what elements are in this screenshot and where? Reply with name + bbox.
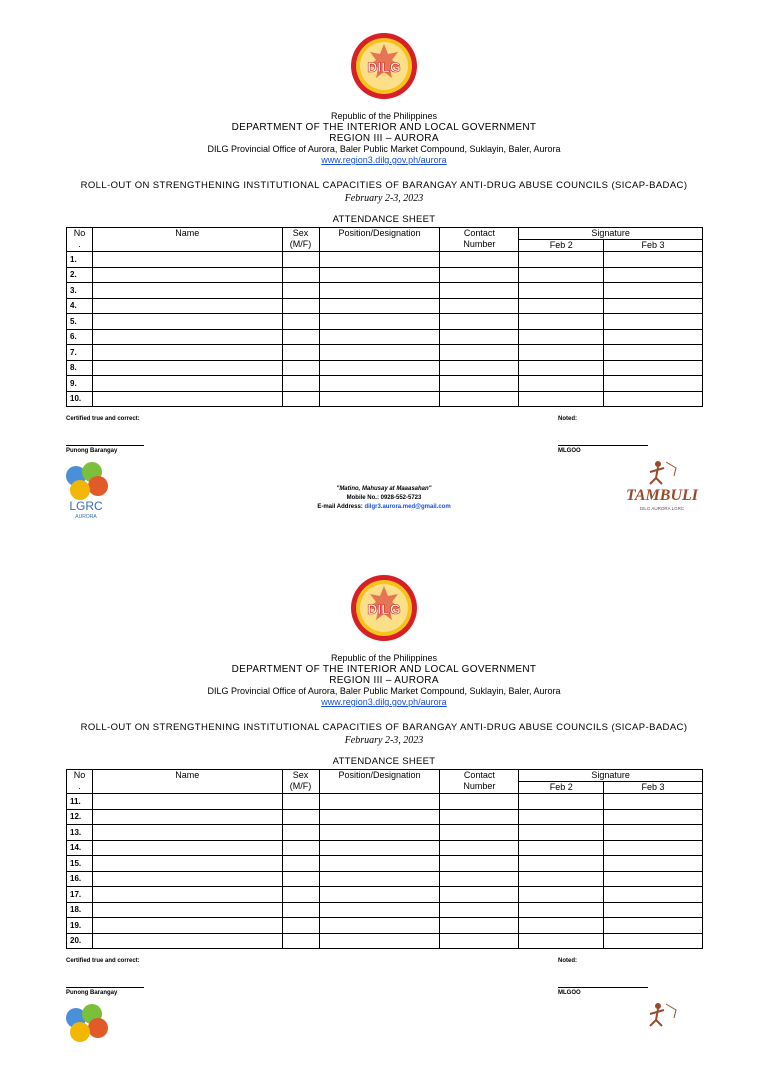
contact-cell[interactable] — [440, 902, 519, 918]
contact-cell[interactable] — [440, 283, 519, 299]
row-number: 11. — [67, 794, 93, 810]
sex-cell[interactable] — [282, 933, 319, 949]
signature-feb2-cell[interactable] — [519, 918, 604, 934]
footer-email-link[interactable]: dilgr3.aurora.med@gmail.com — [364, 504, 451, 510]
signature-feb2-cell[interactable] — [519, 376, 604, 392]
sex-cell[interactable] — [282, 252, 319, 268]
contact-cell[interactable] — [440, 329, 519, 345]
attendance-table — [66, 227, 703, 407]
footer-email-label: E-mail Address: — [317, 504, 365, 510]
table-row — [67, 809, 703, 825]
tambuli-logo-icon — [622, 456, 700, 518]
punong-signature-line — [66, 987, 144, 988]
position-cell[interactable] — [319, 329, 440, 345]
sex-cell[interactable] — [282, 267, 319, 283]
position-cell[interactable] — [319, 391, 440, 407]
table-row — [67, 933, 703, 949]
signature-feb2-cell[interactable] — [519, 267, 604, 283]
dilg-seal-icon — [350, 32, 418, 100]
header-signature: Signature — [519, 770, 703, 782]
signature-feb3-cell[interactable] — [604, 840, 703, 856]
republic-line: Republic of the Philippines — [330, 111, 438, 121]
sex-cell[interactable] — [282, 840, 319, 856]
row-number: 16. — [67, 871, 93, 887]
header-no: No . — [67, 228, 93, 252]
region-line: REGION III – AURORA — [329, 675, 439, 686]
contact-cell[interactable] — [440, 840, 519, 856]
footer-mobile: Mobile No.: 0928-552-5723 — [346, 495, 422, 501]
row-number: 14. — [67, 840, 93, 856]
contact-cell[interactable] — [440, 825, 519, 841]
header-contact: Contact Number — [440, 770, 519, 794]
punong-barangay-label: Punong Barangay — [66, 448, 118, 454]
sheet-title: ATTENDANCE SHEET — [332, 756, 436, 767]
table-row — [67, 794, 703, 810]
name-cell[interactable] — [92, 902, 282, 918]
sex-cell[interactable] — [282, 856, 319, 872]
row-number: 12. — [67, 809, 93, 825]
position-cell[interactable] — [319, 825, 440, 841]
lgrc-text: LGRC — [69, 499, 103, 513]
region-line: REGION III – AURORA — [329, 133, 439, 144]
table-row — [67, 314, 703, 330]
signature-feb2-cell[interactable] — [519, 252, 604, 268]
department-line: DEPARTMENT OF THE INTERIOR AND LOCAL GOVERNMENT — [231, 122, 537, 133]
position-cell[interactable] — [319, 376, 440, 392]
position-cell[interactable] — [319, 345, 440, 361]
table-row — [67, 329, 703, 345]
attendance-table — [66, 769, 703, 949]
signature-feb3-cell[interactable] — [604, 376, 703, 392]
event-date: February 2-3, 2023 — [344, 735, 424, 746]
signature-feb3-cell[interactable] — [604, 887, 703, 903]
contact-cell[interactable] — [440, 345, 519, 361]
name-cell[interactable] — [92, 933, 282, 949]
name-cell[interactable] — [92, 267, 282, 283]
punong-barangay-label: Punong Barangay — [66, 990, 118, 996]
event-title: ROLL-OUT ON STRENGTHENING INSTITUTIONAL CAPACITIES OF BARANGAY ANTI-DRUG ABUSE COUNCILS (SICAP-BADAC) — [80, 180, 688, 191]
signature-feb3-cell[interactable] — [604, 902, 703, 918]
sex-cell[interactable] — [282, 376, 319, 392]
attendance-page-2 — [0, 542, 768, 1084]
signature-feb3-cell[interactable] — [604, 314, 703, 330]
office-address: DILG Provincial Office of Aurora, Baler Public Market Compound, Suklayin, Baler, Aurora — [207, 144, 561, 154]
noted-label: Noted: — [558, 416, 577, 422]
footer-motto: "Matino, Mahusay at Maaasahan" — [336, 486, 432, 492]
signature-feb3-cell[interactable] — [604, 345, 703, 361]
name-cell[interactable] — [92, 283, 282, 299]
signature-feb2-cell[interactable] — [519, 283, 604, 299]
sex-cell[interactable] — [282, 918, 319, 934]
header-name: Name — [92, 228, 282, 252]
office-address: DILG Provincial Office of Aurora, Baler Public Market Compound, Suklayin, Baler, Aurora — [207, 686, 561, 696]
sex-cell[interactable] — [282, 298, 319, 314]
row-number: 17. — [67, 887, 93, 903]
signature-feb2-cell[interactable] — [519, 794, 604, 810]
signature-feb3-cell[interactable] — [604, 825, 703, 841]
table-row — [67, 267, 703, 283]
row-number: 6. — [67, 329, 93, 345]
tambuli-logo-icon — [622, 998, 700, 1060]
signature-feb3-cell[interactable] — [604, 809, 703, 825]
header-feb2: Feb 2 — [519, 782, 604, 794]
row-number: 4. — [67, 298, 93, 314]
contact-cell[interactable] — [440, 391, 519, 407]
row-number: 15. — [67, 856, 93, 872]
signature-feb2-cell[interactable] — [519, 825, 604, 841]
row-number: 20. — [67, 933, 93, 949]
lgrc-logo-icon — [62, 1002, 110, 1062]
signature-feb2-cell[interactable] — [519, 902, 604, 918]
row-number: 10. — [67, 391, 93, 407]
table-row — [67, 825, 703, 841]
table-row — [67, 298, 703, 314]
signature-feb3-cell[interactable] — [604, 283, 703, 299]
website-row — [0, 155, 768, 166]
website-row — [0, 697, 768, 708]
position-cell[interactable] — [319, 267, 440, 283]
signature-feb3-cell[interactable] — [604, 391, 703, 407]
mlgoo-label: MLGOO — [558, 448, 581, 454]
position-cell[interactable] — [319, 283, 440, 299]
event-title: ROLL-OUT ON STRENGTHENING INSTITUTIONAL CAPACITIES OF BARANGAY ANTI-DRUG ABUSE COUNCILS (SICAP-BADAC) — [80, 722, 688, 733]
signature-feb3-cell[interactable] — [604, 329, 703, 345]
name-cell[interactable] — [92, 840, 282, 856]
table-row — [67, 345, 703, 361]
header-contact: Contact Number — [440, 228, 519, 252]
contact-cell[interactable] — [440, 360, 519, 376]
name-cell[interactable] — [92, 918, 282, 934]
contact-cell[interactable] — [440, 376, 519, 392]
position-cell[interactable] — [319, 933, 440, 949]
header-feb2: Feb 2 — [519, 240, 604, 252]
sex-cell[interactable] — [282, 345, 319, 361]
dilg-seal-icon — [350, 574, 418, 642]
contact-cell[interactable] — [440, 252, 519, 268]
noted-label: Noted: — [558, 958, 577, 964]
name-cell[interactable] — [92, 825, 282, 841]
position-cell[interactable] — [319, 360, 440, 376]
contact-cell[interactable] — [440, 933, 519, 949]
lgrc-sub-text: AURORA — [75, 514, 97, 520]
name-cell[interactable] — [92, 887, 282, 903]
sex-cell[interactable] — [282, 360, 319, 376]
position-cell[interactable] — [319, 794, 440, 810]
sex-cell[interactable] — [282, 809, 319, 825]
certified-label: Certified true and correct: — [66, 416, 140, 422]
tambuli-text: TAMBULI — [625, 487, 699, 504]
table-row — [67, 887, 703, 903]
signature-feb2-cell[interactable] — [519, 871, 604, 887]
sex-cell[interactable] — [282, 794, 319, 810]
name-cell[interactable] — [92, 871, 282, 887]
table-row — [67, 376, 703, 392]
logo-text: DILG — [367, 601, 401, 617]
sex-cell[interactable] — [282, 887, 319, 903]
row-number: 18. — [67, 902, 93, 918]
signature-feb3-cell[interactable] — [604, 794, 703, 810]
contact-cell[interactable] — [440, 871, 519, 887]
signature-feb3-cell[interactable] — [604, 856, 703, 872]
department-line: DEPARTMENT OF THE INTERIOR AND LOCAL GOVERNMENT — [231, 664, 537, 675]
mlgoo-label: MLGOO — [558, 990, 581, 996]
position-cell[interactable] — [319, 298, 440, 314]
position-cell[interactable] — [319, 314, 440, 330]
table-row — [67, 856, 703, 872]
name-cell[interactable] — [92, 329, 282, 345]
sex-cell[interactable] — [282, 329, 319, 345]
position-cell[interactable] — [319, 252, 440, 268]
signature-feb2-cell[interactable] — [519, 856, 604, 872]
row-number: 7. — [67, 345, 93, 361]
header-sex: Sex (M/F) — [282, 770, 319, 794]
header-feb3: Feb 3 — [604, 240, 703, 252]
table-row — [67, 840, 703, 856]
table-row — [67, 391, 703, 407]
event-date: February 2-3, 2023 — [344, 193, 424, 204]
row-number: 3. — [67, 283, 93, 299]
name-cell[interactable] — [92, 391, 282, 407]
header-name: Name — [92, 770, 282, 794]
contact-cell[interactable] — [440, 918, 519, 934]
row-number: 1. — [67, 252, 93, 268]
contact-cell[interactable] — [440, 856, 519, 872]
sex-cell[interactable] — [282, 871, 319, 887]
header-position: Position/Designation — [319, 228, 440, 252]
signature-feb2-cell[interactable] — [519, 329, 604, 345]
header-no: No . — [67, 770, 93, 794]
signature-feb3-cell[interactable] — [604, 871, 703, 887]
republic-line: Republic of the Philippines — [330, 653, 438, 663]
header-position: Position/Designation — [319, 770, 440, 794]
signature-feb2-cell[interactable] — [519, 809, 604, 825]
signature-feb2-cell[interactable] — [519, 933, 604, 949]
mlgoo-signature-line — [558, 445, 648, 446]
contact-cell[interactable] — [440, 267, 519, 283]
signature-feb2-cell[interactable] — [519, 840, 604, 856]
signature-feb2-cell[interactable] — [519, 314, 604, 330]
table-row — [67, 360, 703, 376]
table-row — [67, 283, 703, 299]
signature-feb2-cell[interactable] — [519, 391, 604, 407]
sex-cell[interactable] — [282, 391, 319, 407]
signature-feb3-cell[interactable] — [604, 298, 703, 314]
website-link[interactable]: www.region3.dilg.gov.ph/aurora — [321, 155, 447, 165]
name-cell[interactable] — [92, 376, 282, 392]
signature-feb3-cell[interactable] — [604, 360, 703, 376]
table-row — [67, 918, 703, 934]
table-row — [67, 871, 703, 887]
contact-cell[interactable] — [440, 887, 519, 903]
mlgoo-signature-line — [558, 987, 648, 988]
signature-feb3-cell[interactable] — [604, 933, 703, 949]
signature-feb2-cell[interactable] — [519, 298, 604, 314]
row-number: 9. — [67, 376, 93, 392]
name-cell[interactable] — [92, 298, 282, 314]
signature-feb3-cell[interactable] — [604, 918, 703, 934]
signature-feb2-cell[interactable] — [519, 887, 604, 903]
position-cell[interactable] — [319, 856, 440, 872]
sex-cell[interactable] — [282, 825, 319, 841]
position-cell[interactable] — [319, 809, 440, 825]
position-cell[interactable] — [319, 918, 440, 934]
row-number: 13. — [67, 825, 93, 841]
signature-feb2-cell[interactable] — [519, 360, 604, 376]
sex-cell[interactable] — [282, 902, 319, 918]
certified-label: Certified true and correct: — [66, 958, 140, 964]
punong-signature-line — [66, 445, 144, 446]
contact-cell[interactable] — [440, 794, 519, 810]
name-cell[interactable] — [92, 809, 282, 825]
contact-cell[interactable] — [440, 314, 519, 330]
header-sex: Sex (M/F) — [282, 228, 319, 252]
sex-cell[interactable] — [282, 283, 319, 299]
header-signature: Signature — [519, 228, 703, 240]
contact-cell[interactable] — [440, 809, 519, 825]
name-cell[interactable] — [92, 856, 282, 872]
position-cell[interactable] — [319, 871, 440, 887]
signature-feb2-cell[interactable] — [519, 345, 604, 361]
name-cell[interactable] — [92, 314, 282, 330]
table-row — [67, 252, 703, 268]
name-cell[interactable] — [92, 360, 282, 376]
signature-feb3-cell[interactable] — [604, 252, 703, 268]
row-number: 19. — [67, 918, 93, 934]
name-cell[interactable] — [92, 794, 282, 810]
logo-text: DILG — [367, 59, 401, 75]
name-cell[interactable] — [92, 345, 282, 361]
header-feb3: Feb 3 — [604, 782, 703, 794]
position-cell[interactable] — [319, 887, 440, 903]
row-number: 8. — [67, 360, 93, 376]
sheet-title: ATTENDANCE SHEET — [332, 214, 436, 225]
signature-feb3-cell[interactable] — [604, 267, 703, 283]
position-cell[interactable] — [319, 840, 440, 856]
table-row — [67, 902, 703, 918]
name-cell[interactable] — [92, 252, 282, 268]
row-number: 5. — [67, 314, 93, 330]
row-number: 2. — [67, 267, 93, 283]
contact-cell[interactable] — [440, 298, 519, 314]
sex-cell[interactable] — [282, 314, 319, 330]
tambuli-sub-text: DILG AURORA LGRC — [639, 506, 685, 511]
position-cell[interactable] — [319, 902, 440, 918]
website-link[interactable]: www.region3.dilg.gov.ph/aurora — [321, 697, 447, 707]
